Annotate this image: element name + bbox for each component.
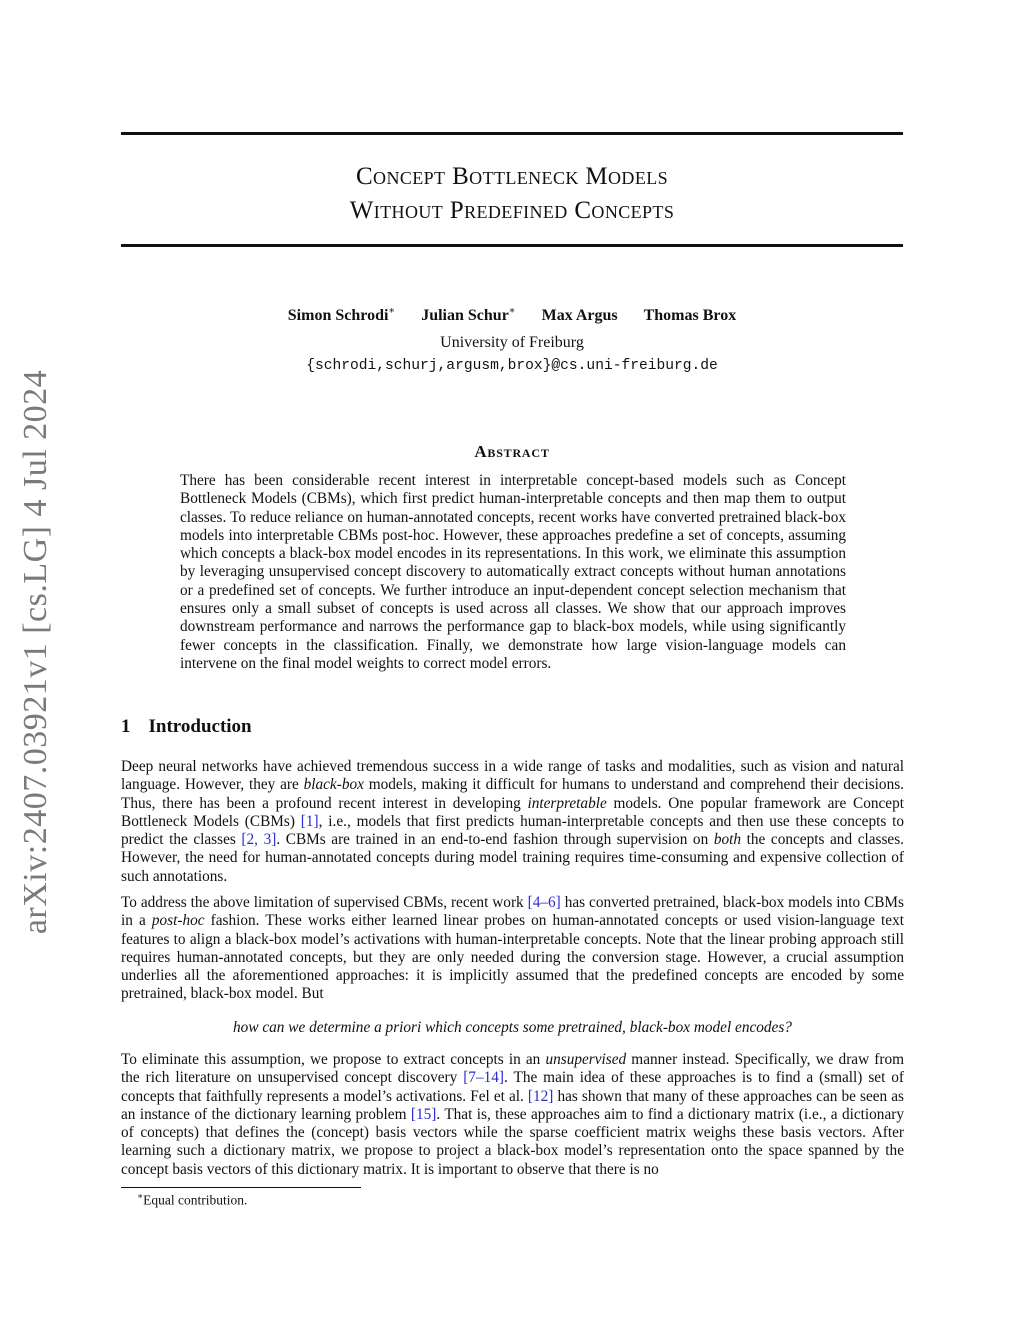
- paper-title: [121, 160, 903, 228]
- citation-link[interactable]: [1]: [300, 812, 319, 830]
- section-title: Introduction: [148, 716, 252, 737]
- author-list: [121, 306, 903, 325]
- section-heading-introduction: [121, 716, 252, 738]
- author: Thomas Brox: [643, 307, 737, 325]
- footnote-divider: [121, 1187, 361, 1188]
- arxiv-identifier-stamp: arXiv:2407.03921v1 [cs.LG] 4 Jul 2024: [17, 369, 54, 935]
- intro-paragraph-2: To address the above limitation of supervised CBMs, recent work [4–6] has converted pretrained, black-box models into CBMs in a post-hoc fashion. These works either learned linear probes on human-annotated concepts or used vision-language text features to align a black-box model’s activations with human-interpretable concepts. Note that the linear probing approach still requires human-annotated concepts, but they are only needed during the conversion stage. However, a crucial assumption underlies all the aforementioned approaches: it is implicitly assumed that the predefined concepts are encoded by some pretrained, black-box model. But: [121, 894, 904, 1003]
- title-line-1: Concept Bottleneck Models: [355, 163, 669, 190]
- abstract-heading: Abstract: [474, 442, 550, 461]
- citation-link[interactable]: [7–14]: [463, 1069, 504, 1087]
- title-line-2: Without Predefined Concepts: [349, 197, 675, 224]
- section-number: 1: [121, 716, 131, 737]
- title-rule-bottom: [121, 244, 903, 247]
- abstract-text: There has been considerable recent interest in interpretable concept-based models such as Concept Bottleneck Models (CBMs), which first predict human-interpretable concepts and then map them to output classes. To reduce reliance on human-annotated concepts, recent works have converted pretrained black-box models into interpretable CBMs post-hoc. However, these approaches predefine a set of concepts, assuming which concepts a black-box model encodes in its representations. In this work, we eliminate this assumption by leveraging unsupervised concept discovery to automatically extract concepts without human annotations or a predefined set of concepts. We further introduce an input-dependent concept selection mechanism that ensures only a small subset of concepts is used across all classes. We show that our approach improves downstream performance and narrows the performance gap to black-box models, while using significantly fewer concepts in the classification. Finally, we demonstrate how large vision-language models can intervene on the final model weights to correct model errors.: [180, 472, 846, 672]
- citation-link[interactable]: [4–6]: [527, 894, 561, 911]
- footnote: ∗Equal contribution.: [137, 1191, 248, 1208]
- author-emails: {schrodi,schurj,argusm,brox}@cs.uni-freiburg.de: [306, 358, 718, 374]
- author: Simon Schrodi∗: [287, 306, 396, 325]
- intro-paragraph-1: Deep neural networks have achieved tremendous success in a wide range of tasks and modalities, such as vision and natural language. However, they are black-box models, making it difficult for humans to understand and comprehend their decisions. Thus, there has been a profound recent interest in developing interpretable models. One popular framework are Concept Bottleneck Models (CBMs) [1], i.e., models that first predicts human-interpretable concepts and then use these concepts to predict the classes [2, 3]. CBMs are trained in an end-to-end fashion through supervision on both the concepts and classes. However, the need for human-annotated concepts during model training requires time-consuming and expensive collection of such annotations.: [121, 758, 905, 885]
- author: Max Argus: [541, 307, 618, 325]
- citation-link[interactable]: [15]: [410, 1105, 437, 1123]
- title-rule-top: [121, 132, 903, 135]
- research-question: how can we determine a priori which concepts some pretrained, black-box model encodes?: [233, 1019, 792, 1036]
- citation-link[interactable]: [2, 3]: [241, 831, 277, 849]
- intro-paragraph-3: To eliminate this assumption, we propose to extract concepts in an unsupervised manner instead. Specifically, we draw from the rich literature on unsupervised concept discovery [7–14]. The main idea of these approaches is to find a (small) set of concepts that faithfully represents a model’s activations. Fel et al. [12] has shown that many of these approaches can be seen as an instance of the dictionary learning problem [15]. That is, these approaches aim to find a dictionary matrix (i.e., a dictionary of concepts) that defines the (concept) basis vectors while the sparse coefficient matrix weighs these basis vectors. After learning such a dictionary matrix, we propose to project a black-box model’s representation onto the space spanned by the concept basis vectors of this dictionary matrix. It is important to observe that there is no: [121, 1051, 904, 1178]
- affiliation: University of Freiburg: [440, 334, 584, 351]
- author: Julian Schur∗: [421, 306, 516, 325]
- citation-link[interactable]: [12]: [527, 1087, 554, 1105]
